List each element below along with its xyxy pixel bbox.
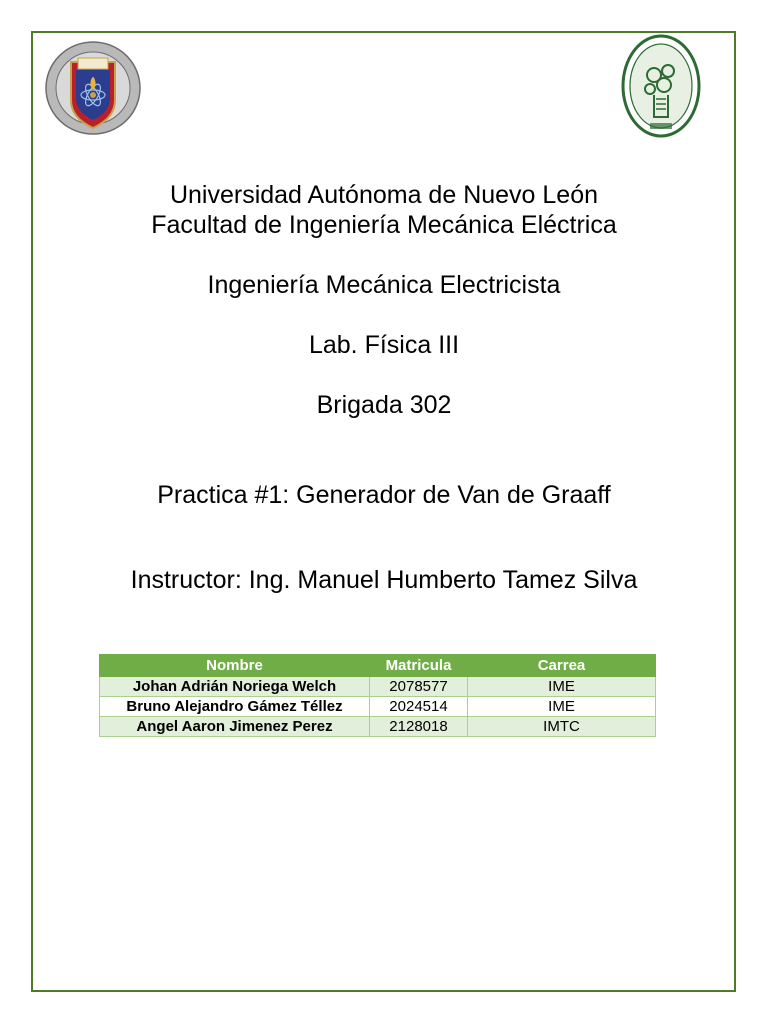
table-header-row (100, 655, 656, 677)
student-career: IME (468, 677, 656, 697)
student-id: 2024514 (370, 697, 468, 717)
student-career: IME (468, 697, 656, 717)
uanl-seal-logo (44, 40, 142, 136)
table-row (100, 697, 656, 717)
practice-title: Practica #1: Generador de Van de Graaff (157, 481, 611, 509)
header-matricula: Matricula (370, 655, 468, 677)
university-name: Universidad Autónoma de Nuevo León (169, 181, 599, 209)
group-name: Brigada 302 (316, 391, 452, 419)
student-name: Johan Adrián Noriega Welch (100, 677, 370, 697)
table-row (100, 677, 656, 697)
student-id: 2128018 (370, 717, 468, 737)
student-id: 2078577 (370, 677, 468, 697)
header-nombre: Nombre (100, 655, 370, 677)
students-table (99, 654, 656, 737)
header-carrea: Carrea (468, 655, 656, 677)
student-name: Bruno Alejandro Gámez Téllez (100, 697, 370, 717)
page-border (31, 31, 736, 992)
student-name: Angel Aaron Jimenez Perez (100, 717, 370, 737)
student-career: IMTC (468, 717, 656, 737)
program-name: Ingeniería Mecánica Electricista (207, 271, 561, 299)
instructor-name: Instructor: Ing. Manuel Humberto Tamez Silva (130, 566, 638, 594)
table-row (100, 717, 656, 737)
course-name: Lab. Física III (308, 331, 460, 359)
faculty-name: Facultad de Ingeniería Mecánica Eléctrica (151, 211, 617, 239)
fime-seal-logo (620, 33, 702, 139)
